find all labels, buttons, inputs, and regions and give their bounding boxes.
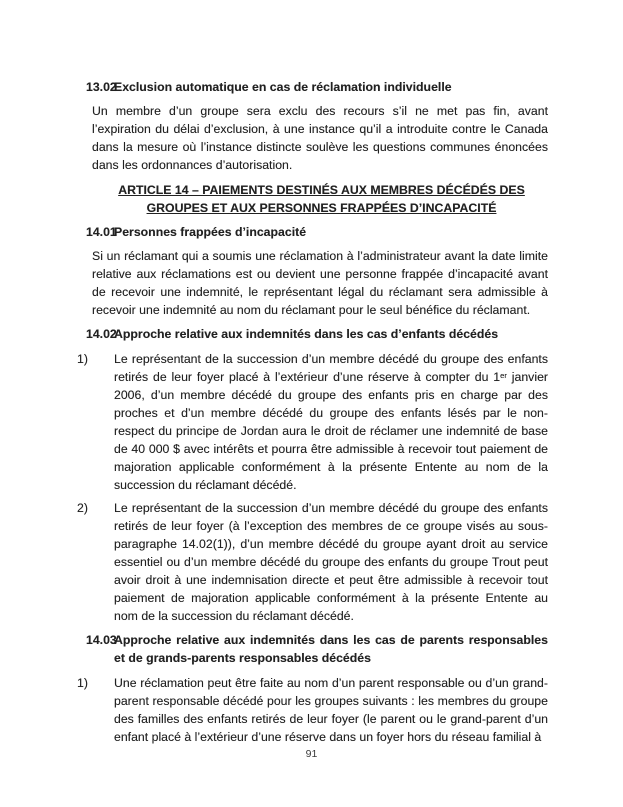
section-heading-13-02 xyxy=(86,78,548,96)
section-title: Approche relative aux indemnités dans les cas de parents responsables et de grands-parents responsables décédés xyxy=(114,633,548,665)
list-item-text: Une réclamation peut être faite au nom d’un parent responsable ou d’un grand-parent responsable décédé pour les groupes suivants : les membres du groupe des familles des enfants retirés de leur foyer (le parent ou le grand-parent d’un enfant placé à l’extérieur d’une réserve dans un foyer hors du réseau familial à xyxy=(114,676,548,744)
list-item-14-02-2 xyxy=(77,499,548,625)
list-item-text-before-superscript: Le représentant de la succession d’un membre décédé du groupe des enfants retirés de leur foyer placé à l’extérieur d’une réserve à compter du 1 xyxy=(114,352,548,384)
list-item-marker: 1) xyxy=(77,352,88,366)
section-heading-14-03 xyxy=(86,631,548,667)
list-item-14-02-1 xyxy=(77,350,548,494)
section-title: Approche relative aux indemnités dans les cas d’enfants décédés xyxy=(114,327,499,341)
section-title: Exclusion automatique en cas de réclamation individuelle xyxy=(114,80,452,94)
article-14-heading-line-1: ARTICLE 14 – PAIEMENTS DESTINÉS AUX MEMBRES DÉCÉDÉS DES xyxy=(118,183,525,197)
section-number: 14.03 xyxy=(86,633,117,647)
page-number: 91 xyxy=(305,748,318,760)
section-heading-14-01 xyxy=(86,223,548,241)
section-title: Personnes frappées d’incapacité xyxy=(114,225,307,239)
paragraph-13-02: Un membre d’un groupe sera exclu des recours s’il ne met pas fin, avant l’expiration du délai d’exclusion, à une instance qu’il a introduite contre le Canada dans la mesure où l’instance distincte soulève les questions communes énoncées dans les ordonnances d’autorisation. xyxy=(92,104,548,172)
page-content xyxy=(77,78,548,746)
list-item-text: Le représentant de la succession d’un membre décédé du groupe des enfants retirés de leur foyer (à l’exception des membres de ce groupe visés au sous-paragraphe 14.02(1)), d’un membre décédé du groupe ayant droit au service essentiel ou d’un membre décédé du groupe des enfants du groupe Trout peut avoir droit à une indemnisation directe et peut être admissible à recevoir tout paiement de majoration applicable conformément à la présente Entente au nom de la succession du réclamant décédé. xyxy=(114,501,548,623)
section-number: 14.02 xyxy=(86,327,117,341)
article-14-heading-line-2: GROUPES ET AUX PERSONNES FRAPPÉES D’INCAPACITÉ xyxy=(146,201,497,215)
article-14-heading xyxy=(95,181,548,217)
ordinal-superscript: er xyxy=(500,371,507,381)
list-item-text-after-superscript: janvier 2006, d’un membre décédé du groupe des enfants pris en charge par des proches et d’un membre décédé du groupe des enfants lésés par le non-respect du principe de Jordan aura le droit de réclamer une indemnité de base de 40 000 $ avec intérêts et pourra être admissible à recevoir tout paiement de majoration applicable conformément à la présente Entente au nom de la succession du réclamant décédé. xyxy=(114,370,548,492)
list-item-text xyxy=(114,350,548,494)
section-number: 13.02 xyxy=(86,80,117,94)
paragraph-14-01: Si un réclamant qui a soumis une réclamation à l’administrateur avant la date limite relative aux réclamations est ou devient une personne frappée d’incapacité avant de recevoir une indemnité, le représentant légal du réclamant sera admissible à recevoir une indemnité au nom du réclamant pour le seul bénéfice du réclamant. xyxy=(92,249,548,317)
list-item-14-03-1 xyxy=(77,674,548,746)
section-number: 14.01 xyxy=(86,225,117,239)
section-heading-14-02 xyxy=(86,325,548,343)
list-item-marker: 2) xyxy=(77,501,88,515)
list-item-marker: 1) xyxy=(77,676,88,690)
